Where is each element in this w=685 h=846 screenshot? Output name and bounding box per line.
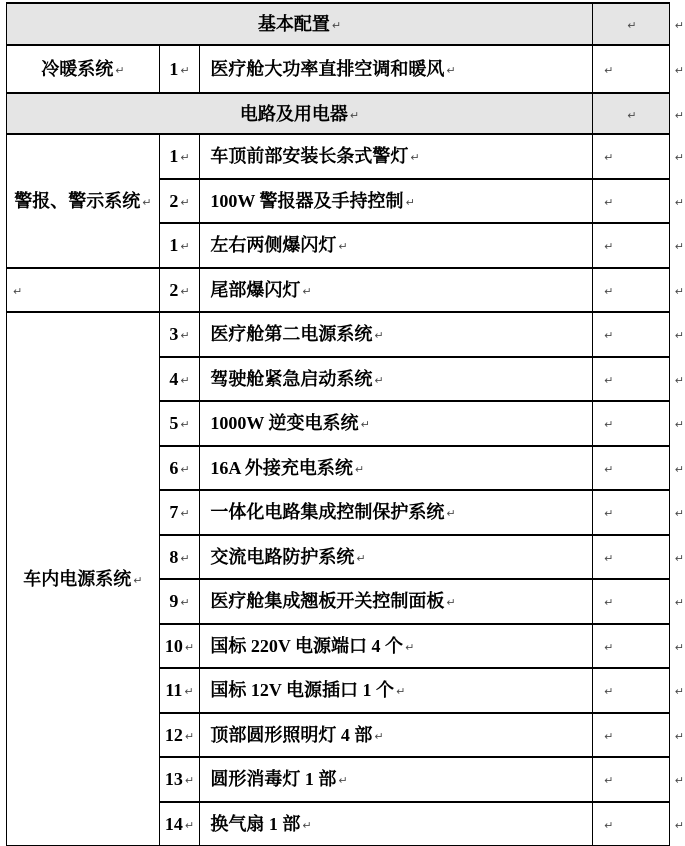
- pilcrow-icon: ↵: [184, 685, 194, 699]
- pilcrow-icon: ↵: [180, 284, 190, 298]
- pilcrow-icon: ↵: [604, 774, 614, 788]
- pilcrow-icon: ↵: [354, 462, 365, 476]
- pilcrow-icon: ↵: [604, 418, 614, 432]
- section-header-cell[interactable]: [7, 93, 593, 134]
- item-number-cell[interactable]: [159, 535, 200, 580]
- item-number-cell[interactable]: [159, 713, 200, 758]
- row-end-cell: [669, 713, 684, 758]
- item-desc-cell[interactable]: [200, 713, 593, 758]
- pilcrow-icon: ↵: [302, 284, 312, 298]
- group-label-cell-empty[interactable]: [7, 268, 160, 313]
- item-desc: 国标 12V 电源插口 1 个: [210, 680, 395, 701]
- item-desc-cell[interactable]: [200, 45, 593, 93]
- row-end-cell: [669, 757, 684, 802]
- item-desc-cell[interactable]: [200, 802, 593, 846]
- item-desc-cell[interactable]: [200, 446, 593, 491]
- row-end-cell: [669, 624, 684, 669]
- item-number-cell[interactable]: [159, 579, 200, 624]
- pilcrow-icon: ↵: [604, 596, 614, 610]
- item-desc: 换气扇 1 部: [210, 813, 301, 834]
- item-desc: 医疗舱第二电源系统: [210, 324, 373, 345]
- row-end-cell: [669, 490, 684, 535]
- item-desc-cell[interactable]: [200, 624, 593, 669]
- item-desc-cell[interactable]: [200, 268, 593, 313]
- item-number-cell[interactable]: [159, 312, 200, 357]
- item-number: 4: [169, 368, 179, 389]
- pilcrow-icon: ↵: [349, 108, 360, 122]
- item-desc: 车顶前部安装长条式警灯: [210, 146, 409, 167]
- item-number: 9: [169, 591, 179, 612]
- pilcrow-icon: ↵: [180, 329, 190, 343]
- item-desc-cell[interactable]: [200, 357, 593, 402]
- item-number: 10: [164, 635, 183, 656]
- item-number: 2: [169, 190, 179, 211]
- check-cell[interactable]: [593, 579, 670, 624]
- check-cell[interactable]: [593, 490, 670, 535]
- pilcrow-icon: ↵: [133, 574, 143, 587]
- item-number: 2: [169, 279, 179, 300]
- pilcrow-icon: ↵: [338, 240, 348, 254]
- check-cell[interactable]: [593, 93, 670, 134]
- pilcrow-icon: ↵: [180, 418, 190, 432]
- table-row: [7, 93, 685, 134]
- item-desc: 驾驶舱紧急启动系统: [210, 368, 373, 389]
- pilcrow-icon: ↵: [674, 551, 684, 565]
- pilcrow-icon: ↵: [674, 195, 684, 209]
- row-end-cell: [669, 134, 684, 179]
- item-number-cell[interactable]: [159, 446, 200, 491]
- item-desc: 一体化电路集成控制保护系统: [210, 502, 445, 523]
- row-end-cell: [669, 579, 684, 624]
- pilcrow-icon: ↵: [180, 462, 190, 476]
- pilcrow-icon: ↵: [604, 818, 614, 832]
- row-end-cell: [669, 93, 684, 134]
- check-cell[interactable]: [593, 312, 670, 357]
- item-desc-cell[interactable]: [200, 535, 593, 580]
- item-desc: 顶部圆形照明灯 4 部: [210, 724, 373, 745]
- pilcrow-icon: ↵: [405, 195, 415, 209]
- pilcrow-icon: ↵: [604, 729, 614, 743]
- item-desc-cell[interactable]: [200, 223, 593, 268]
- group-label: 警报、警示系统: [14, 190, 141, 211]
- check-cell[interactable]: [593, 45, 670, 93]
- pilcrow-icon: ↵: [180, 64, 190, 77]
- section-title: 基本配置: [257, 14, 330, 34]
- pilcrow-icon: ↵: [446, 507, 456, 521]
- pilcrow-icon: ↵: [180, 596, 190, 610]
- item-desc-cell[interactable]: [200, 490, 593, 535]
- pilcrow-icon: ↵: [674, 507, 684, 521]
- item-desc: 医疗舱集成翘板开关控制面板: [210, 591, 445, 612]
- pilcrow-icon: ↵: [142, 195, 152, 209]
- pilcrow-icon: ↵: [604, 551, 614, 565]
- table-row: [7, 268, 685, 313]
- pilcrow-icon: ↵: [674, 240, 684, 254]
- pilcrow-icon: ↵: [674, 151, 684, 165]
- item-number-cell[interactable]: [159, 668, 200, 713]
- item-number: 7: [169, 502, 179, 523]
- pilcrow-icon: ↵: [180, 151, 190, 165]
- item-desc: 16A 外接充电系统: [210, 457, 353, 478]
- item-number-cell[interactable]: [159, 179, 200, 224]
- item-desc: 1000W 逆变电系统: [210, 413, 359, 434]
- item-number: 6: [169, 457, 179, 478]
- pilcrow-icon: ↵: [374, 329, 384, 343]
- pilcrow-icon: ↵: [356, 551, 366, 565]
- pilcrow-icon: ↵: [674, 373, 684, 387]
- pilcrow-icon: ↵: [627, 108, 637, 122]
- group-label-cell[interactable]: [7, 134, 160, 268]
- config-table: [6, 2, 685, 846]
- pilcrow-icon: ↵: [115, 64, 125, 77]
- pilcrow-icon: ↵: [674, 640, 684, 654]
- pilcrow-icon: ↵: [604, 151, 614, 165]
- pilcrow-icon: ↵: [180, 551, 190, 565]
- item-desc-cell[interactable]: [200, 579, 593, 624]
- table-row: [7, 3, 685, 45]
- pilcrow-icon: ↵: [374, 373, 384, 387]
- item-desc-cell[interactable]: [200, 312, 593, 357]
- check-cell[interactable]: [593, 713, 670, 758]
- pilcrow-icon: ↵: [604, 462, 614, 476]
- item-number: 5: [169, 413, 179, 434]
- item-desc-cell[interactable]: [200, 401, 593, 446]
- item-number: 13: [164, 769, 183, 790]
- item-number-cell[interactable]: [159, 268, 200, 313]
- row-end-cell: [669, 45, 684, 93]
- check-cell[interactable]: [593, 179, 670, 224]
- pilcrow-icon: ↵: [446, 64, 456, 77]
- pilcrow-icon: ↵: [180, 373, 190, 387]
- pilcrow-icon: ↵: [674, 284, 684, 298]
- pilcrow-icon: ↵: [360, 418, 370, 432]
- pilcrow-icon: ↵: [604, 640, 614, 654]
- pilcrow-icon: ↵: [604, 64, 614, 77]
- pilcrow-icon: ↵: [302, 818, 312, 832]
- item-desc-cell[interactable]: [200, 134, 593, 179]
- item-number-cell[interactable]: [159, 401, 200, 446]
- check-cell[interactable]: [593, 357, 670, 402]
- pilcrow-icon: ↵: [396, 685, 406, 699]
- pilcrow-icon: ↵: [674, 418, 684, 432]
- pilcrow-icon: ↵: [184, 640, 195, 654]
- item-number-cell[interactable]: [159, 223, 200, 268]
- item-desc: 交流电路防护系统: [210, 546, 355, 567]
- pilcrow-icon: ↵: [674, 462, 684, 476]
- check-cell[interactable]: [593, 3, 670, 45]
- item-desc-cell[interactable]: [200, 757, 593, 802]
- item-desc: 国标 220V 电源端口 4 个: [210, 635, 404, 656]
- section-header-cell[interactable]: [7, 3, 593, 45]
- check-cell[interactable]: [593, 802, 670, 846]
- check-cell[interactable]: [593, 134, 670, 179]
- pilcrow-icon: ↵: [184, 774, 195, 788]
- pilcrow-icon: ↵: [184, 729, 195, 743]
- pilcrow-icon: ↵: [674, 108, 684, 122]
- check-cell[interactable]: [593, 446, 670, 491]
- item-number-cell[interactable]: [159, 134, 200, 179]
- item-desc: 医疗舱大功率直排空调和暖风: [210, 59, 445, 79]
- item-desc-cell[interactable]: [200, 179, 593, 224]
- row-end-cell: [669, 446, 684, 491]
- pilcrow-icon: ↵: [604, 373, 614, 387]
- row-end-cell: [669, 312, 684, 357]
- pilcrow-icon: ↵: [446, 596, 456, 610]
- item-desc: 左右两侧爆闪灯: [210, 235, 337, 256]
- pilcrow-icon: ↵: [184, 818, 195, 832]
- item-number-cell[interactable]: [159, 757, 200, 802]
- pilcrow-icon: ↵: [13, 284, 23, 298]
- row-end-cell: [669, 3, 684, 45]
- pilcrow-icon: ↵: [674, 329, 684, 343]
- pilcrow-icon: ↵: [674, 19, 684, 32]
- item-number: 3: [169, 324, 179, 345]
- check-cell[interactable]: [593, 624, 670, 669]
- pilcrow-icon: ↵: [674, 729, 684, 743]
- pilcrow-icon: ↵: [674, 685, 684, 699]
- pilcrow-icon: ↵: [331, 19, 342, 32]
- item-number-cell[interactable]: [159, 45, 200, 93]
- table-row: [7, 312, 685, 357]
- item-number-cell[interactable]: [159, 624, 200, 669]
- item-number-cell[interactable]: [159, 802, 200, 846]
- row-end-cell: [669, 668, 684, 713]
- item-number: 8: [169, 546, 179, 567]
- item-desc: 尾部爆闪灯: [210, 279, 301, 300]
- row-end-cell: [669, 357, 684, 402]
- pilcrow-icon: ↵: [405, 640, 415, 654]
- pilcrow-icon: ↵: [410, 151, 420, 165]
- item-number-cell[interactable]: [159, 490, 200, 535]
- item-number: 12: [164, 724, 183, 745]
- section-title: 电路及用电器: [239, 103, 348, 124]
- group-label: 冷暖系统: [41, 59, 114, 79]
- pilcrow-icon: ↵: [604, 507, 614, 521]
- table-row: [7, 45, 685, 93]
- pilcrow-icon: ↵: [674, 818, 684, 832]
- check-cell[interactable]: [593, 223, 670, 268]
- row-end-cell: [669, 223, 684, 268]
- item-desc: 100W 警报器及手持控制: [210, 190, 404, 211]
- group-label: 车内电源系统: [23, 569, 132, 589]
- pilcrow-icon: ↵: [604, 685, 614, 699]
- pilcrow-icon: ↵: [180, 240, 190, 254]
- row-end-cell: [669, 401, 684, 446]
- row-end-cell: [669, 179, 684, 224]
- pilcrow-icon: ↵: [180, 195, 190, 209]
- pilcrow-icon: ↵: [674, 774, 684, 788]
- table-row: [7, 134, 685, 179]
- row-end-cell: [669, 535, 684, 580]
- pilcrow-icon: ↵: [674, 596, 684, 610]
- pilcrow-icon: ↵: [374, 729, 384, 743]
- group-label-cell[interactable]: [7, 312, 160, 846]
- row-end-cell: [669, 802, 684, 846]
- row-end-cell: [669, 268, 684, 313]
- item-desc: 圆形消毒灯 1 部: [210, 769, 337, 790]
- check-cell[interactable]: [593, 401, 670, 446]
- item-desc-cell[interactable]: [200, 668, 593, 713]
- item-number: 1: [169, 146, 179, 167]
- item-number: 1: [169, 235, 179, 256]
- pilcrow-icon: ↵: [604, 329, 614, 343]
- check-cell[interactable]: [593, 535, 670, 580]
- check-cell[interactable]: [593, 757, 670, 802]
- group-label-cell[interactable]: [7, 45, 160, 93]
- pilcrow-icon: ↵: [338, 774, 348, 788]
- pilcrow-icon: ↵: [604, 240, 614, 254]
- check-cell[interactable]: [593, 268, 670, 313]
- pilcrow-icon: ↵: [674, 64, 684, 77]
- pilcrow-icon: ↵: [180, 507, 190, 521]
- item-number: 1: [169, 59, 179, 79]
- pilcrow-icon: ↵: [604, 195, 614, 209]
- pilcrow-icon: ↵: [627, 19, 637, 32]
- item-number-cell[interactable]: [159, 357, 200, 402]
- item-number: 14: [164, 813, 183, 834]
- pilcrow-icon: ↵: [604, 284, 614, 298]
- item-number: 11: [165, 680, 183, 701]
- check-cell[interactable]: [593, 668, 670, 713]
